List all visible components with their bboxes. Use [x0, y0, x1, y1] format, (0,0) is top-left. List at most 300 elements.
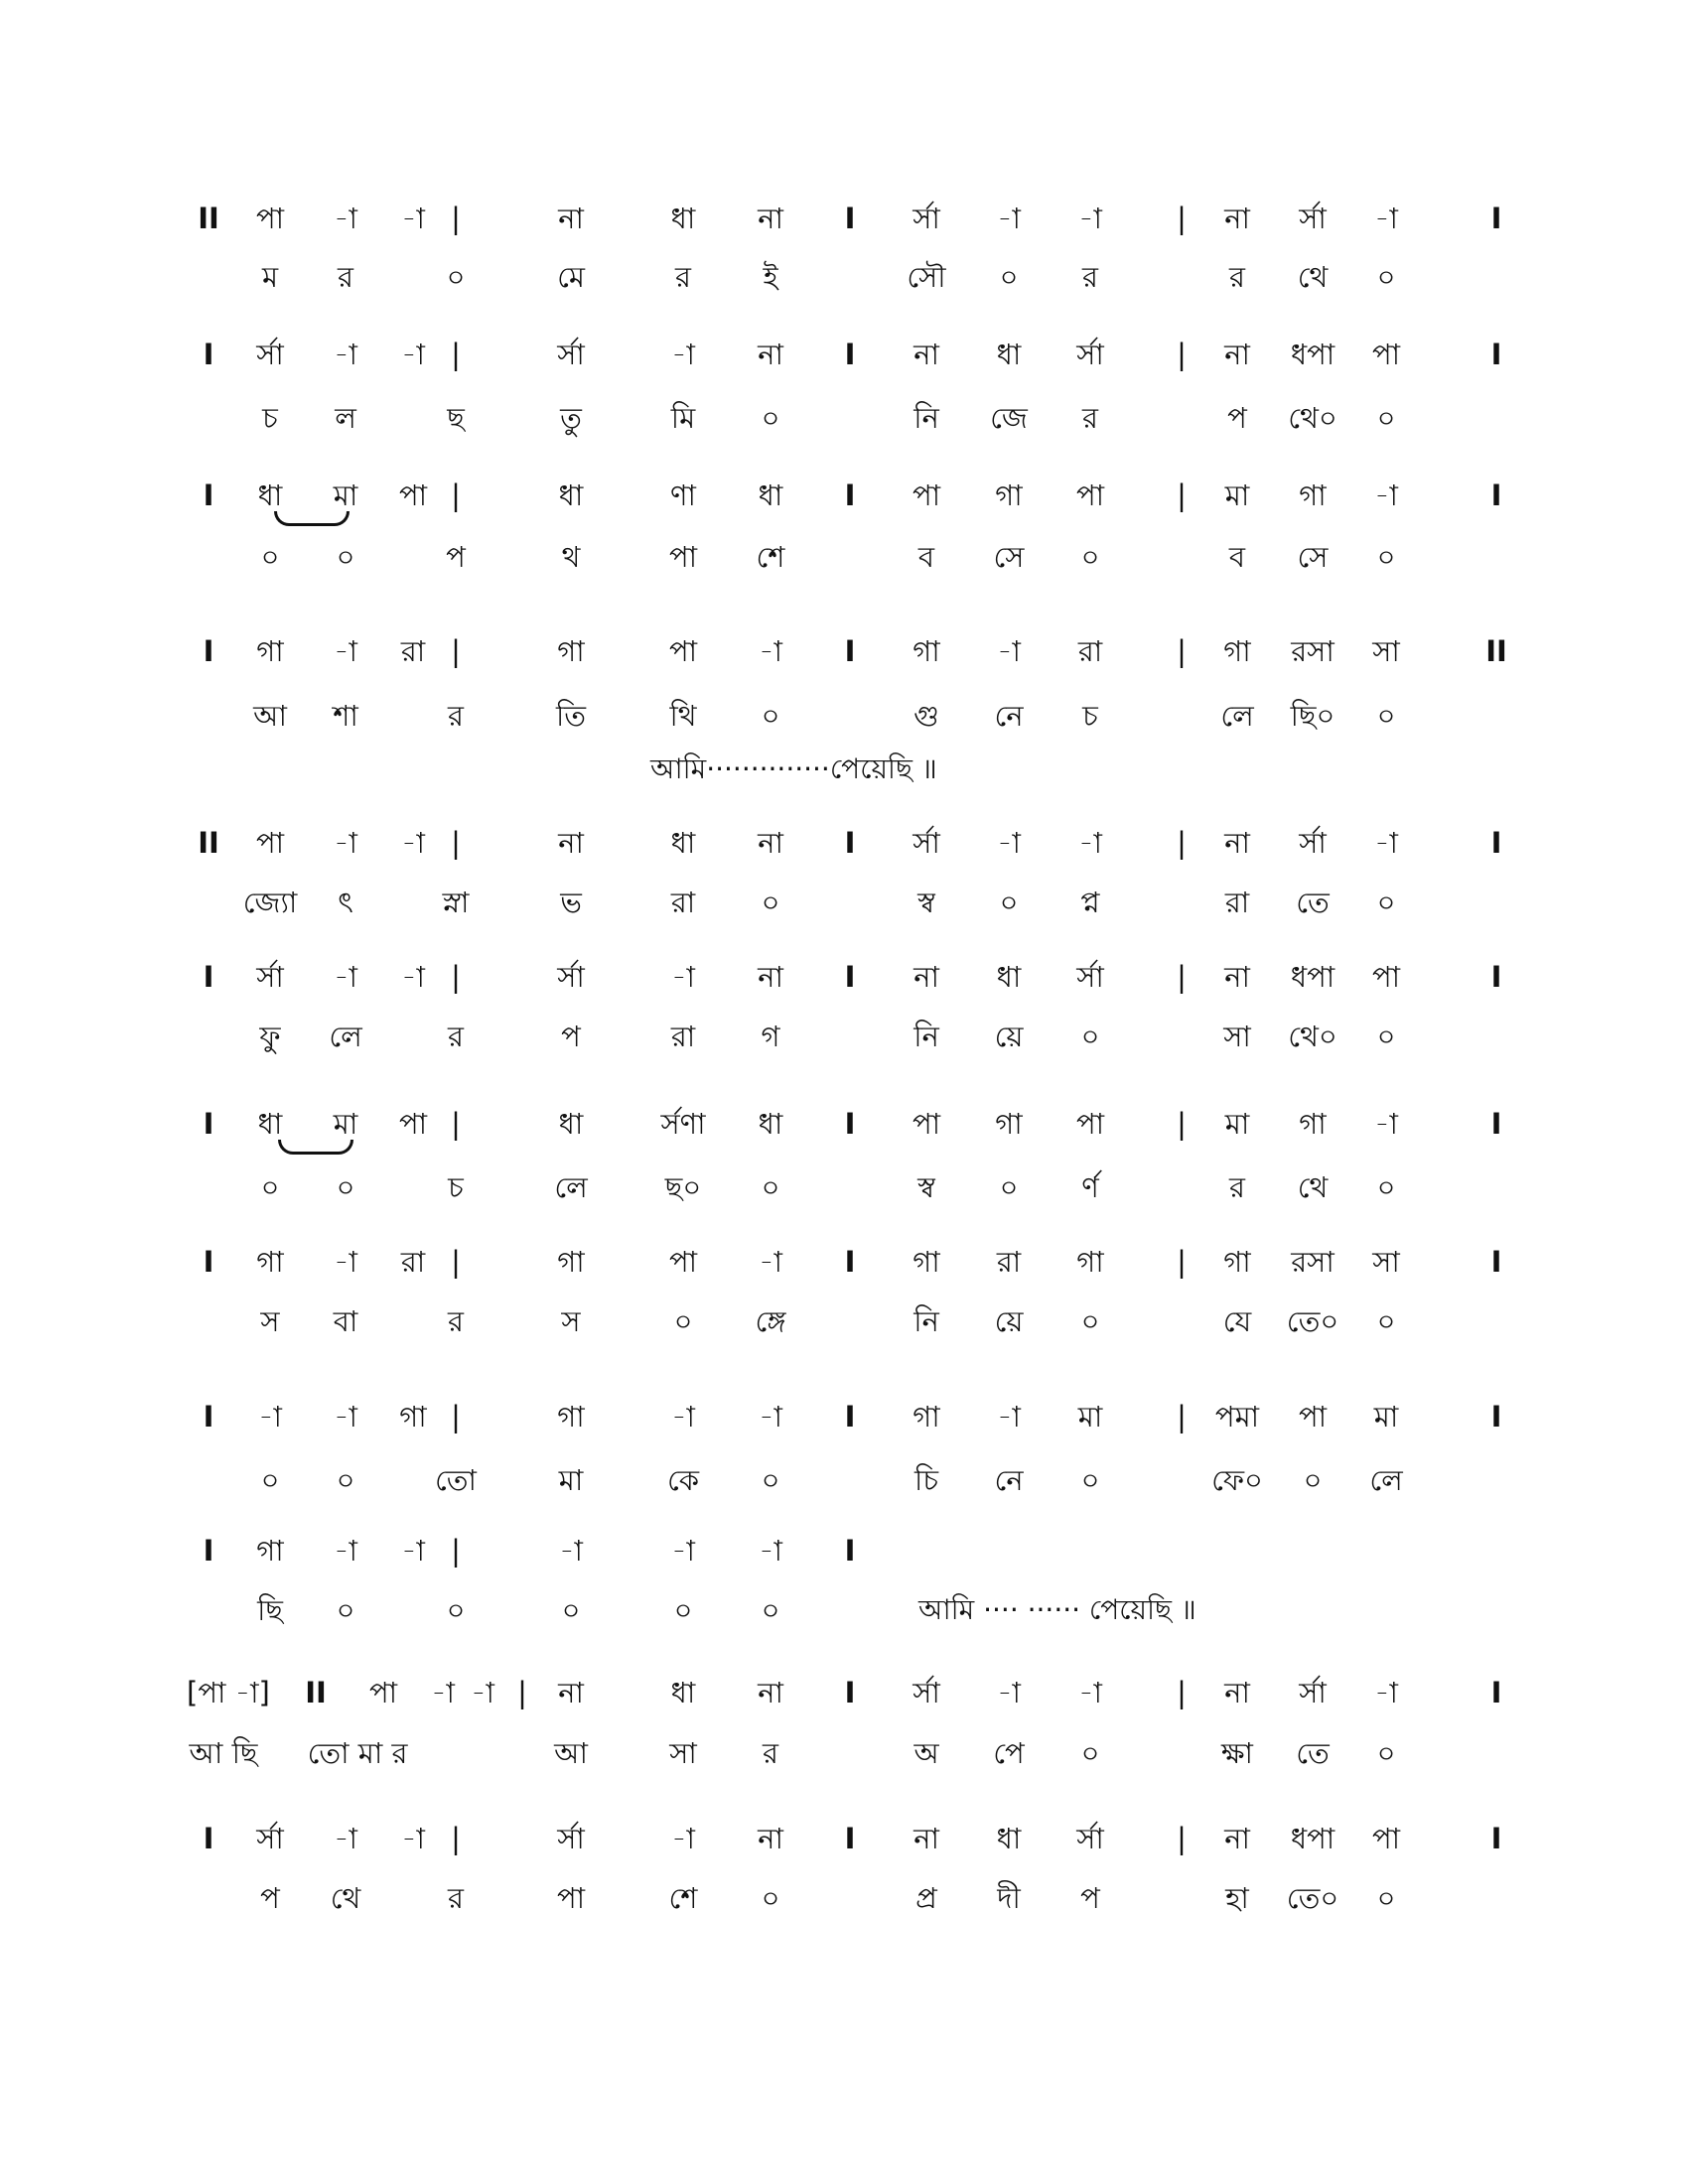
refrain-line-1: আমি··············পেয়েছি ॥: [650, 752, 937, 785]
barline: I: [1490, 1400, 1502, 1433]
swara-note: -া: [334, 826, 357, 860]
swara-note: র্সা: [1299, 826, 1327, 860]
swara-note: র্সা: [1076, 338, 1104, 371]
notation-row: [0, 953, 1688, 1001]
barline: I: [1490, 1676, 1502, 1709]
slur-mark: [274, 511, 350, 526]
barline: |: [451, 1245, 461, 1279]
swara-note: -া: [759, 1245, 782, 1279]
lyric-syllable: অ: [914, 1736, 939, 1770]
swara-note: -া: [1078, 826, 1102, 860]
swara-note: পা: [668, 634, 698, 668]
swara-note: ধপা: [1290, 960, 1336, 994]
lyric-syllable: ছি০: [1290, 699, 1336, 733]
barline: I: [844, 1107, 856, 1141]
lyric-syllable: স: [561, 1304, 581, 1338]
lyrics-row: [0, 1729, 1688, 1777]
lyric-syllable: ০: [561, 1593, 581, 1627]
swara-note: ধা: [257, 1107, 283, 1141]
swara-note: -া: [997, 826, 1021, 860]
swara-note: না: [758, 1676, 783, 1709]
lyric-syllable: লে: [1220, 699, 1254, 733]
lyric-syllable: যে: [1222, 1304, 1252, 1338]
swara-note: গা: [913, 634, 940, 668]
lyric-syllable: র: [448, 1881, 464, 1915]
swara-note: পা: [255, 826, 285, 860]
swara-note: পা: [912, 478, 941, 512]
lyric-syllable: ক্ষা: [1221, 1736, 1253, 1770]
swara-note: র্সা: [1076, 1822, 1104, 1855]
lyric-syllable: ০: [761, 1593, 780, 1627]
lyric-syllable: ০: [761, 1881, 780, 1915]
notation-row: [0, 1238, 1688, 1286]
swara-note: রা: [400, 634, 426, 668]
swara-note: -া: [1374, 1676, 1398, 1709]
swara-note: পা: [1371, 1822, 1401, 1855]
swara-note: -া: [997, 202, 1021, 235]
lyric-syllable: স্ব: [917, 1170, 935, 1204]
barline: I: [1490, 478, 1502, 512]
swara-note: -া: [401, 960, 425, 994]
swara-note: -া: [1374, 826, 1398, 860]
swara-note: রা: [400, 1245, 426, 1279]
lyric-syllable: ০: [1080, 1736, 1100, 1770]
swara-note: পা: [255, 202, 285, 235]
barline: I: [203, 1534, 214, 1568]
swara-note: মা: [333, 478, 358, 512]
lyric-syllable: স: [260, 1304, 280, 1338]
swara-note: -া: [401, 826, 425, 860]
lyric-syllable: ০: [1080, 1463, 1100, 1497]
lyric-syllable: পে: [993, 1736, 1025, 1770]
swara-note: গা: [256, 1534, 284, 1568]
lyric-syllable: ০: [260, 1170, 280, 1204]
lyric-syllable: ফু: [259, 1020, 281, 1053]
lyric-syllable: র: [448, 1304, 464, 1338]
lyric-syllable: য়ে: [994, 1304, 1024, 1338]
barline: II: [1485, 634, 1507, 668]
swara-note: মা: [1077, 1400, 1103, 1433]
swara-note: ধা: [758, 478, 783, 512]
barline: |: [1177, 826, 1187, 860]
lyric-syllable: ০: [1080, 1304, 1100, 1338]
lyric-syllable: সা: [1223, 1020, 1251, 1053]
swara-note: রা: [1077, 634, 1103, 668]
barline: I: [844, 1534, 856, 1568]
barline: I: [1490, 960, 1502, 994]
lyric-syllable: ০: [260, 1463, 280, 1497]
swara-note: গা: [557, 1400, 585, 1433]
lyric-syllable: ০: [336, 1170, 355, 1204]
lyric-syllable: আ: [253, 699, 287, 733]
lyric-syllable: ০: [446, 1593, 466, 1627]
lyric-syllable: লে: [554, 1170, 588, 1204]
swara-note: না: [1224, 1676, 1250, 1709]
barline: II: [198, 826, 219, 860]
lyric-syllable: থ: [561, 540, 581, 574]
lyrics-row: [0, 394, 1688, 442]
lyric-syllable: সা: [669, 1736, 697, 1770]
lyric-syllable: ০: [1376, 401, 1396, 435]
swara-note: মা: [1224, 478, 1250, 512]
swara-note: ধা: [996, 1822, 1022, 1855]
lyric-syllable: স্ব: [917, 886, 935, 919]
lyric-syllable: ০: [446, 260, 466, 294]
lyric-syllable: তি: [555, 699, 587, 733]
swara-note: -া: [401, 1534, 425, 1568]
lyric-syllable: ০: [999, 260, 1019, 294]
swara-note: ধা: [558, 478, 584, 512]
swara-note: গা: [557, 1245, 585, 1279]
notation-row: [0, 331, 1688, 378]
lyrics-row: [0, 1013, 1688, 1060]
swara-note: -া: [759, 1400, 782, 1433]
swara-note: -া: [559, 1534, 583, 1568]
lyric-syllable: মা: [558, 1463, 584, 1497]
swara-note: মা: [1373, 1400, 1399, 1433]
lyric-syllable: ০: [673, 1593, 693, 1627]
lyric-syllable: লে: [329, 1020, 362, 1053]
swara-note: পা: [368, 1676, 398, 1709]
barline: I: [203, 1107, 214, 1141]
lyric-syllable: নি: [914, 1020, 939, 1053]
barline: I: [1490, 1107, 1502, 1141]
lyric-syllable: প: [561, 1020, 581, 1053]
barline: |: [1177, 634, 1187, 668]
barline: I: [203, 338, 214, 371]
swara-note: -া: [759, 1534, 782, 1568]
lyric-syllable: ০: [1376, 699, 1396, 733]
swara-note: রা: [996, 1245, 1022, 1279]
barline: |: [1177, 960, 1187, 994]
lyric-syllable: আ ছি: [189, 1736, 258, 1770]
lyric-syllable: ০: [761, 401, 780, 435]
lyric-syllable: থে০: [1288, 1020, 1337, 1053]
refrain-line-2: আমি ···· ······ পেয়েছি ॥: [918, 1593, 1196, 1626]
lyrics-row: [0, 253, 1688, 301]
swara-note: ধপা: [1290, 1822, 1336, 1855]
notation-row: [0, 1669, 1688, 1716]
swara-note: -া: [401, 202, 425, 235]
lyric-syllable: ০: [761, 699, 780, 733]
lyric-syllable: ঙ্গে: [755, 1304, 786, 1338]
swara-note: গা: [995, 478, 1023, 512]
barline: I: [1490, 202, 1502, 235]
swara-note: -া: [671, 1822, 695, 1855]
swara-note: মা: [1224, 1107, 1250, 1141]
barline: II: [198, 202, 219, 235]
lyric-syllable: ০: [999, 1170, 1019, 1204]
lyric-syllable: মি: [670, 401, 696, 435]
lyric-syllable: ছ০: [664, 1170, 702, 1204]
swara-note: -া: [997, 1400, 1021, 1433]
swara-note: -া: [671, 1400, 695, 1433]
swara-note: ধা: [257, 478, 283, 512]
barline: I: [844, 338, 856, 371]
swara-note: গা: [1076, 1245, 1104, 1279]
swara-note: পা: [398, 478, 428, 512]
slur-mark: [278, 1140, 353, 1155]
lyric-syllable: চ: [1082, 699, 1098, 733]
lyric-syllable: শে: [668, 1881, 698, 1915]
swara-note: র্সা: [913, 1676, 940, 1709]
lyric-syllable: র: [675, 260, 691, 294]
barline: |: [1177, 1822, 1187, 1855]
barline: |: [1177, 338, 1187, 371]
lyric-syllable: প: [1080, 1881, 1100, 1915]
swara-note: -া: [334, 202, 357, 235]
swara-note: -া: [1374, 1107, 1398, 1141]
barline: I: [1490, 1245, 1502, 1279]
lyric-syllable: ০: [1376, 1020, 1396, 1053]
swara-note: -া: [401, 1822, 425, 1855]
lyric-syllable: ০: [1376, 886, 1396, 919]
barline: I: [203, 478, 214, 512]
barline: |: [1177, 478, 1187, 512]
lyric-syllable: কে: [666, 1463, 700, 1497]
lyric-syllable: তো মা র: [307, 1736, 408, 1770]
swara-note: গা: [995, 1107, 1023, 1141]
swara-note: গা: [913, 1400, 940, 1433]
lyric-syllable: র: [1229, 1170, 1245, 1204]
lyric-syllable: স্না: [442, 886, 470, 919]
barline: I: [844, 634, 856, 668]
notation-row: [0, 1815, 1688, 1862]
barline: |: [451, 202, 461, 235]
swara-note: র্সা: [557, 1822, 585, 1855]
lyric-syllable: ০: [336, 1463, 355, 1497]
swara-note: না: [758, 826, 783, 860]
lyric-syllable: তে০: [1286, 1304, 1339, 1338]
swara-note: না: [1224, 202, 1250, 235]
lyric-syllable: ০: [1376, 260, 1396, 294]
lyric-syllable: ০: [1376, 540, 1396, 574]
swara-note: সা: [1372, 1245, 1400, 1279]
lyric-syllable: প: [446, 540, 466, 574]
barline: |: [1177, 1107, 1187, 1141]
swara-note: পা: [1298, 1400, 1328, 1433]
swara-note: না: [1224, 960, 1250, 994]
lyric-syllable: সৌ: [907, 260, 946, 294]
lyric-syllable: গু: [914, 699, 939, 733]
lyric-syllable: ব: [1228, 540, 1246, 574]
swara-note: সা: [1372, 634, 1400, 668]
lyric-syllable: জ্যো: [242, 886, 298, 919]
swara-note: র্সা: [913, 826, 940, 860]
swara-note: -া: [1374, 202, 1398, 235]
lyric-syllable: তে: [1296, 886, 1330, 919]
lyric-syllable: প: [260, 1881, 280, 1915]
lyric-syllable: পা: [556, 1881, 586, 1915]
swara-note: -া: [258, 1400, 282, 1433]
swara-note: -া: [334, 634, 357, 668]
swara-note: র্সা: [1299, 1676, 1327, 1709]
barline: I: [844, 1822, 856, 1855]
lyric-syllable: লে: [1369, 1463, 1403, 1497]
lyric-syllable: নি: [914, 401, 939, 435]
swara-note: পা: [912, 1107, 941, 1141]
lyric-syllable: ০: [1376, 1881, 1396, 1915]
lyric-syllable: বা: [333, 1304, 358, 1338]
lyric-syllable: ০: [1376, 1170, 1396, 1204]
swara-note: না: [558, 826, 584, 860]
barline: I: [1490, 1822, 1502, 1855]
notation-row: [0, 1100, 1688, 1148]
barline: II: [305, 1676, 327, 1709]
lyric-syllable: দী: [997, 1881, 1021, 1915]
swara-note: না: [1224, 338, 1250, 371]
lyric-syllable: শে: [756, 540, 785, 574]
lyric-syllable: তে: [1296, 1736, 1330, 1770]
lyric-syllable: রা: [670, 886, 696, 919]
lyric-syllable: সে: [993, 540, 1025, 574]
swara-note: গা: [557, 634, 585, 668]
swara-note: না: [1224, 1822, 1250, 1855]
swara-note: পা: [1075, 1107, 1105, 1141]
lyric-syllable: প: [1227, 401, 1247, 435]
swara-note: ণা: [670, 478, 696, 512]
swara-note: -া: [671, 1534, 695, 1568]
barline: I: [844, 1400, 856, 1433]
barline: |: [1177, 1400, 1187, 1433]
barline: I: [1490, 826, 1502, 860]
lyric-syllable: ০: [999, 886, 1019, 919]
lyric-syllable: শা: [333, 699, 358, 733]
lyrics-row: [0, 1586, 1688, 1634]
lyric-syllable: থি: [669, 699, 697, 733]
lyric-syllable: নে: [994, 699, 1024, 733]
lyrics-row: [0, 1456, 1688, 1504]
swara-note: -া: [1374, 478, 1398, 512]
lyric-syllable: থে: [330, 1881, 361, 1915]
lyric-syllable: তে০: [1286, 1881, 1339, 1915]
lyric-syllable: সে: [1297, 540, 1329, 574]
swara-note: -া: [334, 1400, 357, 1433]
barline: I: [844, 960, 856, 994]
swara-note: না: [558, 202, 584, 235]
lyric-syllable: ০: [761, 1463, 780, 1497]
barline: I: [203, 960, 214, 994]
lyrics-row: [0, 1874, 1688, 1922]
lyric-syllable: তো: [435, 1463, 477, 1497]
lyric-syllable: থে: [1297, 260, 1329, 294]
lyric-syllable: ৎ: [338, 886, 353, 919]
swara-note: -া: [997, 634, 1021, 668]
lyric-syllable: ০: [673, 1304, 693, 1338]
barline: |: [1177, 1245, 1187, 1279]
lyric-syllable: ০: [1376, 1736, 1396, 1770]
notation-row: [0, 195, 1688, 242]
lyric-syllable: চ: [448, 1170, 464, 1204]
barline: I: [203, 1822, 214, 1855]
lyric-syllable: য়ে: [994, 1020, 1024, 1053]
swara-note: গা: [399, 1400, 427, 1433]
swara-note: ধা: [670, 1676, 696, 1709]
lyric-syllable: ০: [1303, 1463, 1323, 1497]
barline: I: [844, 1676, 856, 1709]
swara-note: র্সা: [913, 202, 940, 235]
swara-note: পা: [668, 1245, 698, 1279]
swara-note: গা: [256, 634, 284, 668]
swara-note: র্সণা: [660, 1107, 706, 1141]
swara-note: গা: [913, 1245, 940, 1279]
swara-note: -া: [401, 338, 425, 371]
swara-note: র্সা: [256, 960, 284, 994]
swara-note: পা: [398, 1107, 428, 1141]
barline: I: [844, 826, 856, 860]
barline: |: [451, 338, 461, 371]
swara-note: গা: [256, 1245, 284, 1279]
lyric-syllable: ০: [336, 1593, 355, 1627]
lyric-syllable: গ: [761, 1020, 780, 1053]
swara-note: -া: [997, 1676, 1021, 1709]
barline: |: [1177, 202, 1187, 235]
lyric-syllable: ছ: [447, 401, 465, 435]
barline: I: [844, 1245, 856, 1279]
lyrics-row: [0, 1297, 1688, 1345]
lyric-syllable: আ: [554, 1736, 588, 1770]
lyric-syllable: ব: [917, 540, 935, 574]
swara-note: ধা: [670, 826, 696, 860]
lyric-syllable: ভ: [560, 886, 582, 919]
notation-row: [0, 1393, 1688, 1440]
lyric-syllable: র: [338, 260, 353, 294]
barline: |: [451, 1107, 461, 1141]
lyrics-row: [0, 1163, 1688, 1211]
lyrics-row: [0, 879, 1688, 926]
barline: |: [451, 1534, 461, 1568]
lyric-syllable: ০: [761, 886, 780, 919]
lyric-syllable: র: [448, 1020, 464, 1053]
swara-note: না: [758, 202, 783, 235]
swara-note: -া: [431, 1676, 455, 1709]
swara-note: গা: [1299, 1107, 1327, 1141]
lyric-syllable: ফে০: [1211, 1463, 1263, 1497]
barline: I: [1490, 338, 1502, 371]
lyric-syllable: চ: [262, 401, 278, 435]
swara-note: -া: [1078, 202, 1102, 235]
lyric-syllable: জে: [990, 401, 1028, 435]
lyric-syllable: চি: [914, 1463, 938, 1497]
swara-note: না: [558, 1676, 584, 1709]
swara-note: ধপা: [1290, 338, 1336, 371]
swara-note: ধা: [996, 338, 1022, 371]
lyric-syllable: থে০: [1288, 401, 1337, 435]
lyric-syllable: ০: [761, 1170, 780, 1204]
swara-note: না: [914, 338, 939, 371]
lyric-syllable: র: [1082, 401, 1098, 435]
barline: |: [451, 478, 461, 512]
lyric-syllable: ম: [261, 260, 279, 294]
barline: |: [451, 1822, 461, 1855]
lyric-syllable: র: [1229, 260, 1245, 294]
barline: |: [517, 1676, 527, 1709]
lyric-syllable: র: [448, 699, 464, 733]
barline: I: [203, 634, 214, 668]
swara-note: -া: [334, 1245, 357, 1279]
swara-note: -া: [671, 960, 695, 994]
barline: |: [451, 960, 461, 994]
swara-note: না: [758, 338, 783, 371]
swara-note: -া: [334, 338, 357, 371]
lyric-syllable: নে: [994, 1463, 1024, 1497]
lyric-syllable: র্ণ: [1081, 1170, 1099, 1204]
lyric-syllable: রা: [1224, 886, 1250, 919]
swara-note: না: [1224, 826, 1250, 860]
swara-note: র্সা: [557, 338, 585, 371]
swara-note: -া: [334, 1822, 357, 1855]
lyric-syllable: প্ন: [1080, 886, 1100, 919]
